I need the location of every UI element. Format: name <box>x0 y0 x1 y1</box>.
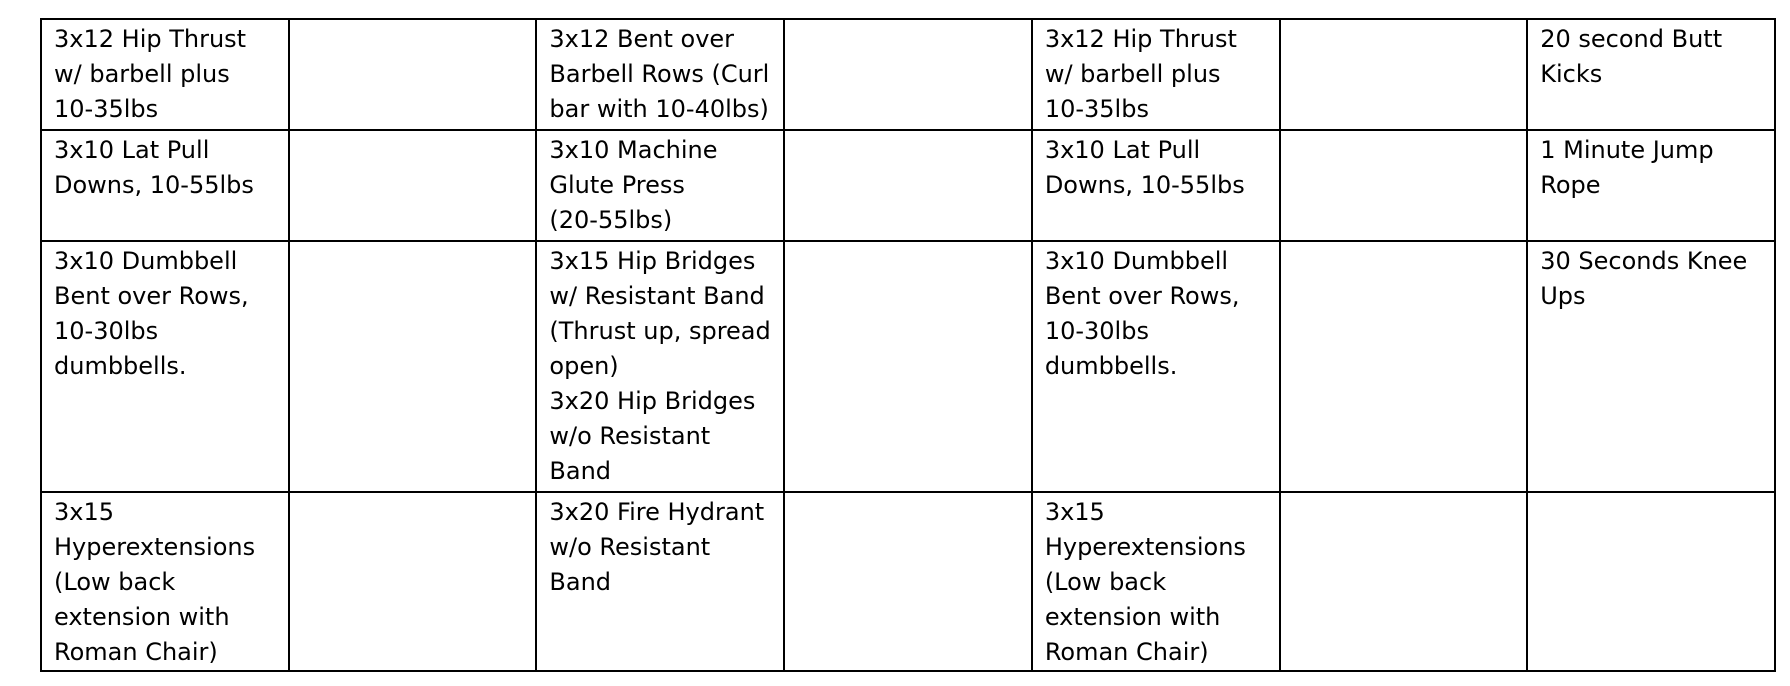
table-cell[interactable] <box>41 19 289 130</box>
cell-text-line: 3x12 Bent over <box>549 25 735 53</box>
table-cell[interactable] <box>536 241 784 492</box>
cell-text-line: 30 Seconds Knee <box>1540 247 1748 275</box>
table-cell[interactable] <box>1032 130 1280 241</box>
table-cell[interactable] <box>1032 492 1280 671</box>
cell-text-line: 20 second Butt <box>1540 25 1723 53</box>
cell-text-line: Hyperextensions <box>1044 533 1246 561</box>
cell-text-line: 3x10 Dumbbell <box>54 247 238 275</box>
cell-text-line: (Thrust up, spread <box>549 317 771 345</box>
cell-text-line: 10-35lbs <box>1044 95 1149 123</box>
cell-text-line: Rope <box>1540 171 1601 199</box>
empty-table-cell[interactable] <box>1280 130 1528 241</box>
cell-text-line: 3x20 Hip Bridges <box>549 387 756 415</box>
cell-text-line: extension with <box>1044 603 1221 631</box>
cell-text-line: Glute Press <box>549 171 685 199</box>
cell-text-line: Roman Chair) <box>1044 638 1209 666</box>
table-row <box>41 19 1775 130</box>
cell-text-line: Band <box>549 457 612 485</box>
table-cell[interactable] <box>1527 241 1775 492</box>
table-cell[interactable] <box>536 19 784 130</box>
cell-text-line: Downs, 10-55lbs <box>1044 171 1245 199</box>
cell-text-line: Barbell Rows (Curl <box>549 60 770 88</box>
cell-text-line: (Low back <box>54 568 176 596</box>
cell-text-line: Band <box>549 568 612 596</box>
workout-table <box>40 18 1776 672</box>
cell-text-line: 3x12 Hip Thrust <box>1044 25 1237 53</box>
empty-table-cell[interactable] <box>289 241 537 492</box>
table-cell[interactable] <box>1032 19 1280 130</box>
cell-text-line: open) <box>549 352 619 380</box>
cell-text-line: w/o Resistant <box>549 533 711 561</box>
cell-text-line: Bent over Rows, <box>54 282 249 310</box>
empty-table-cell[interactable] <box>1527 492 1775 671</box>
table-cell[interactable] <box>41 130 289 241</box>
cell-text-line: w/ barbell plus <box>54 60 230 88</box>
cell-text-line: Ups <box>1540 282 1586 310</box>
empty-table-cell[interactable] <box>289 492 537 671</box>
empty-table-cell[interactable] <box>784 19 1032 130</box>
empty-table-cell[interactable] <box>784 241 1032 492</box>
table-cell[interactable] <box>41 492 289 671</box>
table-cell[interactable] <box>1527 19 1775 130</box>
cell-text-line: dumbbells. <box>1044 352 1178 380</box>
table-body <box>41 19 1775 671</box>
cell-text-line: 3x10 Lat Pull <box>54 136 210 164</box>
cell-text-line: w/ Resistant Band <box>549 282 765 310</box>
cell-text-line: (Low back <box>1044 568 1167 596</box>
table-cell[interactable] <box>41 241 289 492</box>
cell-text-line: 10-30lbs <box>1044 317 1149 345</box>
cell-text-line: 3x10 Machine <box>549 136 718 164</box>
cell-text-line: 3x10 Dumbbell <box>1044 247 1229 275</box>
table-row <box>41 241 1775 492</box>
cell-text-line: (20-55lbs) <box>549 206 673 234</box>
cell-text-line: Downs, 10-55lbs <box>54 171 254 199</box>
empty-table-cell[interactable] <box>1280 19 1528 130</box>
table-row <box>41 130 1775 241</box>
empty-table-cell[interactable] <box>289 19 537 130</box>
cell-text-line: dumbbells. <box>54 352 187 380</box>
cell-text-line: 3x15 Hip Bridges <box>549 247 756 275</box>
cell-text-line: w/o Resistant <box>549 422 711 450</box>
empty-table-cell[interactable] <box>1280 241 1528 492</box>
table-cell[interactable] <box>1032 241 1280 492</box>
cell-text-line: 10-35lbs <box>54 95 159 123</box>
table-row <box>41 492 1775 671</box>
table-cell[interactable] <box>536 130 784 241</box>
cell-text-line: Roman Chair) <box>54 638 218 666</box>
empty-table-cell[interactable] <box>784 492 1032 671</box>
empty-table-cell[interactable] <box>784 130 1032 241</box>
cell-text-line: 10-30lbs <box>54 317 159 345</box>
cell-text-line: w/ barbell plus <box>1044 60 1221 88</box>
empty-table-cell[interactable] <box>1280 492 1528 671</box>
cell-text-line: 3x12 Hip Thrust <box>54 25 247 53</box>
empty-table-cell[interactable] <box>289 130 537 241</box>
cell-text-line: Kicks <box>1540 60 1603 88</box>
cell-text-line: bar with 10-40lbs) <box>549 95 769 123</box>
cell-text-line: 3x15 <box>54 498 115 526</box>
cell-text-line: Hyperextensions <box>54 533 256 561</box>
table-cell[interactable] <box>536 492 784 671</box>
cell-text-line: 3x15 <box>1044 498 1105 526</box>
cell-text-line: 3x20 Fire Hydrant <box>549 498 765 526</box>
table-cell[interactable] <box>1527 130 1775 241</box>
cell-text-line: Bent over Rows, <box>1044 282 1240 310</box>
cell-text-line: 3x10 Lat Pull <box>1044 136 1201 164</box>
cell-text-line: 1 Minute Jump <box>1540 136 1714 164</box>
cell-text-line: extension with <box>54 603 230 631</box>
